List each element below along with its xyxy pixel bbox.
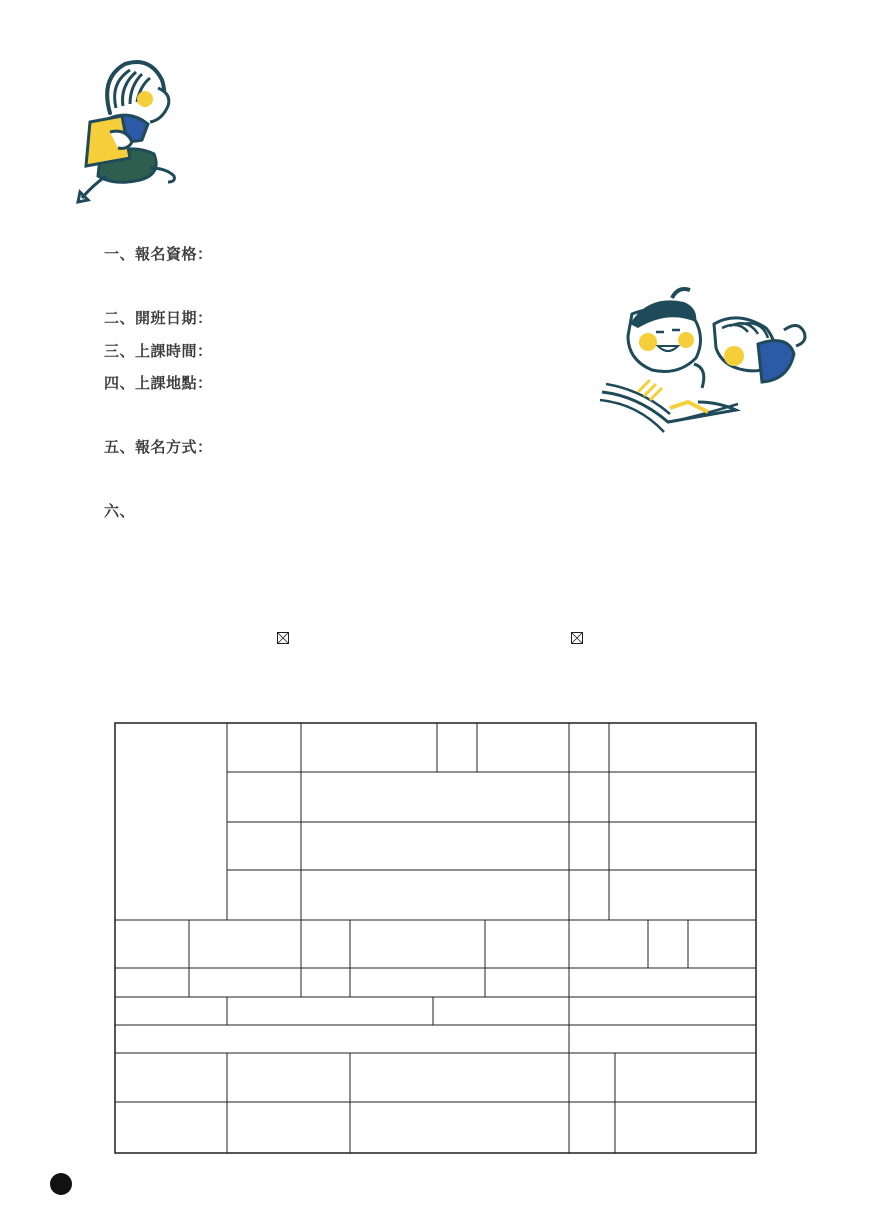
section-heading-eligibility: 一、報名資格：: [104, 245, 213, 263]
section-heading-start-date: 二、開班日期：: [104, 309, 213, 327]
page-marker-dot: [50, 1173, 72, 1195]
section-heading-six: 六、: [104, 502, 136, 520]
section-heading-class-time: 三、上課時間：: [104, 342, 213, 360]
section-heading-class-location: 四、上課地點：: [104, 374, 213, 392]
section-heading-registration-method: 五、報名方式：: [104, 438, 213, 456]
children-reading-illustration: [598, 284, 814, 442]
registration-form-table: [114, 722, 757, 1154]
empty-checkbox-icon[interactable]: [571, 629, 583, 641]
girl-with-book-illustration: [70, 58, 190, 206]
empty-checkbox-icon[interactable]: [277, 629, 289, 641]
